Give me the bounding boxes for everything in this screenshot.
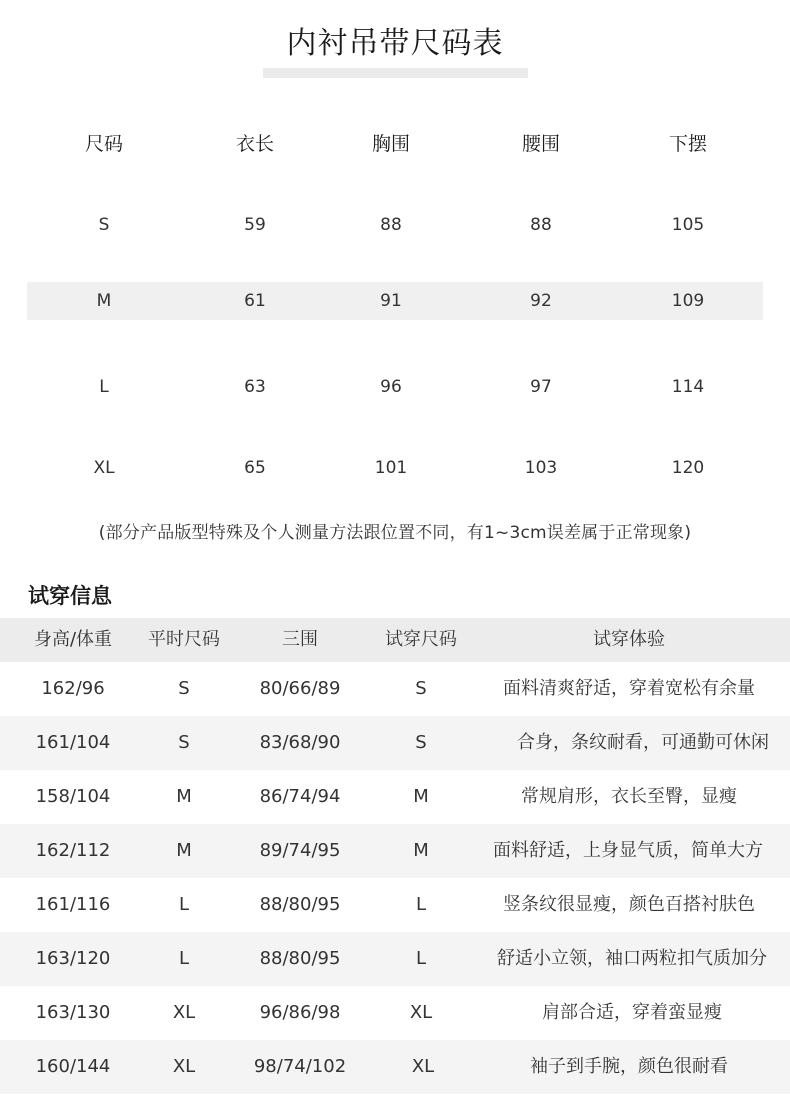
size-cell: 61 — [244, 291, 266, 311]
size-cell: 96 — [380, 377, 402, 397]
fit-cell: M — [176, 840, 192, 861]
fit-header-usual-size: 平时尺码 — [148, 629, 220, 650]
page-title: 内衬吊带尺码表 — [286, 26, 504, 61]
size-row — [27, 348, 763, 429]
fit-cell: M — [176, 786, 192, 807]
size-cell: 91 — [380, 291, 402, 311]
fit-cell: M — [413, 786, 429, 807]
fit-cell-experience: 面料舒适，上身显气质，简单大方 — [493, 840, 763, 861]
size-row — [27, 429, 763, 510]
size-cell: 92 — [530, 291, 552, 311]
fit-header-measurements: 三围 — [282, 629, 318, 650]
fit-cell-experience: 肩部合适，穿着蛮显瘦 — [542, 1002, 722, 1023]
size-row — [27, 186, 763, 267]
size-cell: 88 — [380, 215, 402, 235]
fitting-row — [0, 770, 790, 824]
size-header-hem: 下摆 — [668, 133, 708, 155]
size-cell: 105 — [671, 215, 705, 235]
fit-cell: M — [413, 840, 429, 861]
fitting-section-title: 试穿信息 — [28, 584, 112, 608]
fitting-row — [0, 932, 790, 986]
fit-cell-experience: 竖条纹很显瘦，颜色百搭衬肤色 — [503, 894, 755, 915]
fit-cell: 80/66/89 — [259, 678, 341, 699]
fit-cell: 161/116 — [35, 894, 111, 915]
fit-cell: 98/74/102 — [253, 1056, 347, 1077]
size-header-bust: 胸围 — [371, 133, 411, 155]
fit-cell-experience: 面料清爽舒适，穿着宽松有余量 — [503, 678, 755, 699]
fitting-row — [0, 878, 790, 932]
size-header-size: 尺码 — [84, 133, 124, 155]
fit-cell: XL — [172, 1002, 196, 1023]
fit-cell: 83/68/90 — [259, 732, 341, 753]
fit-cell: S — [178, 732, 190, 753]
fit-cell: L — [178, 894, 190, 915]
fit-cell: 163/130 — [35, 1002, 111, 1023]
fit-cell: 88/80/95 — [259, 948, 341, 969]
fit-cell: 161/104 — [35, 732, 111, 753]
size-cell: L — [99, 377, 109, 397]
size-table-header — [27, 105, 763, 186]
fit-cell: 158/104 — [35, 786, 111, 807]
fit-cell: L — [415, 894, 427, 915]
fit-cell: 163/120 — [35, 948, 111, 969]
fit-header-tried-size: 试穿尺码 — [385, 629, 457, 650]
size-cell: XL — [93, 458, 115, 478]
fitting-row — [0, 716, 790, 770]
size-cell: 109 — [671, 291, 705, 311]
fit-cell: 96/86/98 — [259, 1002, 341, 1023]
fit-cell: XL — [411, 1056, 435, 1077]
size-cell: 88 — [530, 215, 552, 235]
fitting-row — [0, 986, 790, 1040]
fit-cell-experience: 合身，条纹耐看，可通勤可休闲 — [517, 732, 769, 753]
fitting-row — [0, 662, 790, 716]
fitting-table — [0, 618, 790, 1094]
size-cell: 59 — [244, 215, 266, 235]
fit-cell-experience: 舒适小立领，袖口两粒扣气质加分 — [497, 948, 767, 969]
fit-cell: XL — [409, 1002, 433, 1023]
size-cell: M — [96, 291, 112, 311]
fit-cell: S — [415, 732, 427, 753]
measurement-note: (部分产品版型特殊及个人测量方法跟位置不同，有1~3cm误差属于正常现象) — [98, 523, 692, 543]
size-cell: 97 — [530, 377, 552, 397]
size-header-length: 衣长 — [235, 133, 275, 155]
fit-cell: L — [178, 948, 190, 969]
size-header-waist: 腰围 — [521, 133, 561, 155]
fit-header-height-weight: 身高/体重 — [33, 629, 113, 650]
size-cell: 103 — [524, 458, 558, 478]
fit-cell: XL — [172, 1056, 196, 1077]
size-cell: 120 — [671, 458, 705, 478]
fit-cell: S — [178, 678, 190, 699]
fit-cell: S — [415, 678, 427, 699]
title-underline — [263, 68, 528, 78]
size-cell: 101 — [374, 458, 408, 478]
size-table — [27, 105, 763, 510]
fitting-table-header — [0, 618, 790, 662]
fit-cell-experience: 常规肩形，衣长至臀，显瘦 — [521, 786, 737, 807]
size-cell: 114 — [671, 377, 705, 397]
size-cell: 65 — [244, 458, 266, 478]
fit-cell: 89/74/95 — [259, 840, 341, 861]
fit-cell: 86/74/94 — [259, 786, 341, 807]
fit-cell-experience: 袖子到手腕，颜色很耐看 — [530, 1056, 728, 1077]
fitting-row — [0, 824, 790, 878]
fit-cell: 162/96 — [41, 678, 105, 699]
fit-cell: L — [415, 948, 427, 969]
size-cell: 63 — [244, 377, 266, 397]
fit-header-experience: 试穿体验 — [593, 629, 665, 650]
fit-cell: 160/144 — [35, 1056, 111, 1077]
fitting-row — [0, 1040, 790, 1094]
size-row — [27, 267, 763, 348]
size-cell: S — [98, 215, 110, 235]
fit-cell: 162/112 — [35, 840, 111, 861]
fit-cell: 88/80/95 — [259, 894, 341, 915]
